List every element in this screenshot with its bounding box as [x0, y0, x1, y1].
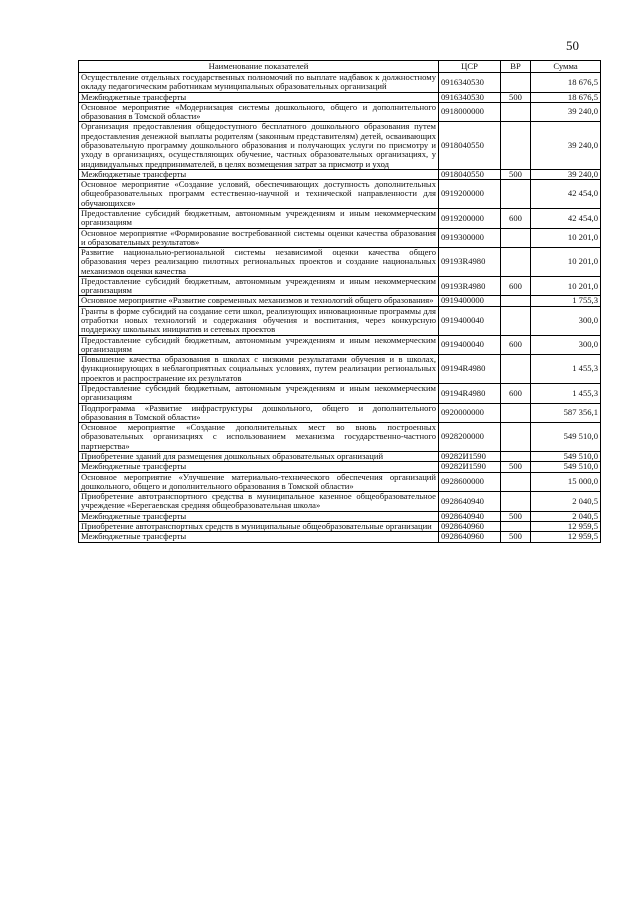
row-name: Предоставление субсидий бюджетным, автономным учреждениям и иным некоммерческим организациям: [79, 335, 439, 355]
row-name: Приобретение автотранспортного средства в муниципальное казенное общеобразовательное учреждение «Берегаевская средняя общеобразовательная школа»: [79, 492, 439, 512]
row-vr: [501, 180, 531, 209]
row-sum: 549 510,0: [531, 451, 601, 461]
row-name: Межбюджетные трансферты: [79, 532, 439, 542]
row-name: Предоставление субсидий бюджетным, автономным учреждениям и иным некоммерческим организациям: [79, 276, 439, 296]
row-vr: 600: [501, 384, 531, 404]
row-csr: 0918000000: [439, 102, 501, 122]
row-sum: 10 201,0: [531, 276, 601, 296]
row-name: Межбюджетные трансферты: [79, 462, 439, 472]
row-vr: 600: [501, 208, 531, 228]
table-row: [79, 306, 601, 335]
table-row: [79, 92, 601, 102]
table-row: [79, 492, 601, 512]
row-sum: 2 040,5: [531, 492, 601, 512]
row-sum: 42 454,0: [531, 180, 601, 209]
header-sum: Сумма: [531, 61, 601, 73]
table-row: [79, 248, 601, 277]
table-row: [79, 296, 601, 306]
row-sum: 10 201,0: [531, 248, 601, 277]
row-name: Гранты в форме субсидий на создание сети школ, реализующих инновационные программы для отработки новых технологий и содержания обучения и воспитания, через конкурсную поддержку школьных инициатив и сетевых проектов: [79, 306, 439, 335]
row-sum: 300,0: [531, 335, 601, 355]
table-row: [79, 423, 601, 452]
row-vr: 500: [501, 92, 531, 102]
table-row: [79, 462, 601, 472]
table-row: [79, 521, 601, 531]
table-row: [79, 208, 601, 228]
row-vr: [501, 472, 531, 492]
row-sum: 587 356,1: [531, 403, 601, 423]
row-csr: 09194R4980: [439, 384, 501, 404]
budget-table: [78, 60, 601, 543]
table-body: [79, 73, 601, 543]
table-row: [79, 335, 601, 355]
row-name: Приобретение зданий для размещения дошкольных образовательных организаций: [79, 451, 439, 461]
row-csr: 09193R4980: [439, 276, 501, 296]
row-vr: [501, 228, 531, 248]
row-name: Осуществление отдельных государственных полномочий по выплате надбавок к должностному окладу педагогическим работникам муниципальных образовательных организаций: [79, 73, 439, 93]
row-vr: 500: [501, 511, 531, 521]
row-name: Подпрограмма «Развитие инфраструктуры дошкольного, общего и дополнительного образования в Томской области»: [79, 403, 439, 423]
row-name: Основное мероприятие «Формирование востребованной системы оценки качества образования и образовательных результатов»: [79, 228, 439, 248]
row-vr: [501, 355, 531, 384]
row-sum: 2 040,5: [531, 511, 601, 521]
row-csr: 0918040550: [439, 169, 501, 179]
row-vr: [501, 248, 531, 277]
row-csr: 0928200000: [439, 423, 501, 452]
row-name: Повышение качества образования в школах с низкими результатами обучения и в школах, функционирующих в неблагоприятных социальных условиях, путем реализации региональных проектов и распространение их результатов: [79, 355, 439, 384]
table-row: [79, 102, 601, 122]
row-csr: 0916340530: [439, 73, 501, 93]
row-sum: 549 510,0: [531, 462, 601, 472]
row-csr: 09193R4980: [439, 248, 501, 277]
header-csr: ЦСР: [439, 61, 501, 73]
row-name: Основное мероприятие «Улучшение материально-технического обеспечения организаций дошкольного, общего и дополнительного образования в Томской области»: [79, 472, 439, 492]
row-vr: [501, 521, 531, 531]
table-row: [79, 532, 601, 542]
row-name: Основное мероприятие «Развитие современных механизмов и технологий общего образования»: [79, 296, 439, 306]
row-csr: 09282И1590: [439, 462, 501, 472]
row-name: Приобретение автотранспортных средств в муниципальные общеобразовательные организации: [79, 521, 439, 531]
row-csr: 0916340530: [439, 92, 501, 102]
row-name: Развитие национально-региональной системы независимой оценки качества общего образования через реализацию пилотных региональных проектов и создание национальных механизмов оценки качества: [79, 248, 439, 277]
row-sum: 39 240,0: [531, 102, 601, 122]
row-sum: 18 676,5: [531, 92, 601, 102]
row-name: Организация предоставления общедоступного бесплатного дошкольного образования путем предоставления денежной выплаты родителям (законным представителям) детей, осваивающих образовательную программу дошкольного образования и получающих услуги по присмотру и уходу в организациях, осуществляющих обучение, частных образовательных организациях, у индивидуальных предпринимателей, в целях возмещения затрат за присмотр и уход: [79, 122, 439, 169]
row-csr: 0920000000: [439, 403, 501, 423]
row-name: Основное мероприятие «Создание условий, обеспечивающих доступность дополнительных общеобразовательных программ естественно-научной и технической направленности для обучающихся»: [79, 180, 439, 209]
table-row: [79, 169, 601, 179]
row-vr: 600: [501, 276, 531, 296]
row-sum: 1 755,3: [531, 296, 601, 306]
table-row: [79, 180, 601, 209]
row-name: Межбюджетные трансферты: [79, 511, 439, 521]
row-sum: 18 676,5: [531, 73, 601, 93]
row-vr: [501, 403, 531, 423]
row-sum: 12 959,5: [531, 532, 601, 542]
row-name: Предоставление субсидий бюджетным, автономным учреждениям и иным некоммерческим организациям: [79, 384, 439, 404]
row-csr: 09282И1590: [439, 451, 501, 461]
table-row: [79, 384, 601, 404]
row-vr: 500: [501, 462, 531, 472]
table-row: [79, 511, 601, 521]
table-row: [79, 276, 601, 296]
page-number: 50: [566, 38, 579, 53]
table-row: [79, 355, 601, 384]
row-sum: 15 000,0: [531, 472, 601, 492]
row-vr: 500: [501, 169, 531, 179]
table-row: [79, 228, 601, 248]
row-sum: 10 201,0: [531, 228, 601, 248]
row-sum: 549 510,0: [531, 423, 601, 452]
row-csr: 0928640940: [439, 511, 501, 521]
table-row: [79, 472, 601, 492]
row-csr: 0919400040: [439, 335, 501, 355]
row-sum: 39 240,0: [531, 122, 601, 169]
header-vr: ВР: [501, 61, 531, 73]
row-vr: 600: [501, 335, 531, 355]
table-header-row: [79, 61, 601, 73]
row-vr: [501, 451, 531, 461]
row-csr: 0919200000: [439, 180, 501, 209]
table-row: [79, 122, 601, 169]
row-name: Основное мероприятие «Создание дополнительных мест во вновь построенных образовательных организациях с использованием механизма государственно-частного партнерства»: [79, 423, 439, 452]
row-vr: [501, 122, 531, 169]
row-csr: 0919400040: [439, 306, 501, 335]
row-vr: [501, 102, 531, 122]
row-name: Межбюджетные трансферты: [79, 92, 439, 102]
row-csr: 0919300000: [439, 228, 501, 248]
row-csr: 0919400000: [439, 296, 501, 306]
row-vr: [501, 306, 531, 335]
row-sum: 1 455,3: [531, 384, 601, 404]
row-sum: 12 959,5: [531, 521, 601, 531]
row-csr: 0918040550: [439, 122, 501, 169]
row-name: Межбюджетные трансферты: [79, 169, 439, 179]
row-vr: 500: [501, 532, 531, 542]
row-csr: 0928640940: [439, 492, 501, 512]
row-csr: 0919200000: [439, 208, 501, 228]
row-csr: 09194R4980: [439, 355, 501, 384]
row-name: Основное мероприятие «Модернизация системы дошкольного, общего и дополнительного образования в Томской области»: [79, 102, 439, 122]
row-sum: 300,0: [531, 306, 601, 335]
table-row: [79, 403, 601, 423]
row-vr: [501, 73, 531, 93]
row-csr: 0928640960: [439, 521, 501, 531]
row-sum: 42 454,0: [531, 208, 601, 228]
row-sum: 1 455,3: [531, 355, 601, 384]
row-vr: [501, 492, 531, 512]
row-csr: 0928600000: [439, 472, 501, 492]
table-row: [79, 73, 601, 93]
row-csr: 0928640960: [439, 532, 501, 542]
header-name: Наименование показателей: [79, 61, 439, 73]
row-vr: [501, 423, 531, 452]
row-sum: 39 240,0: [531, 169, 601, 179]
row-name: Предоставление субсидий бюджетным, автономным учреждениям и иным некоммерческим организациям: [79, 208, 439, 228]
row-vr: [501, 296, 531, 306]
table-row: [79, 451, 601, 461]
